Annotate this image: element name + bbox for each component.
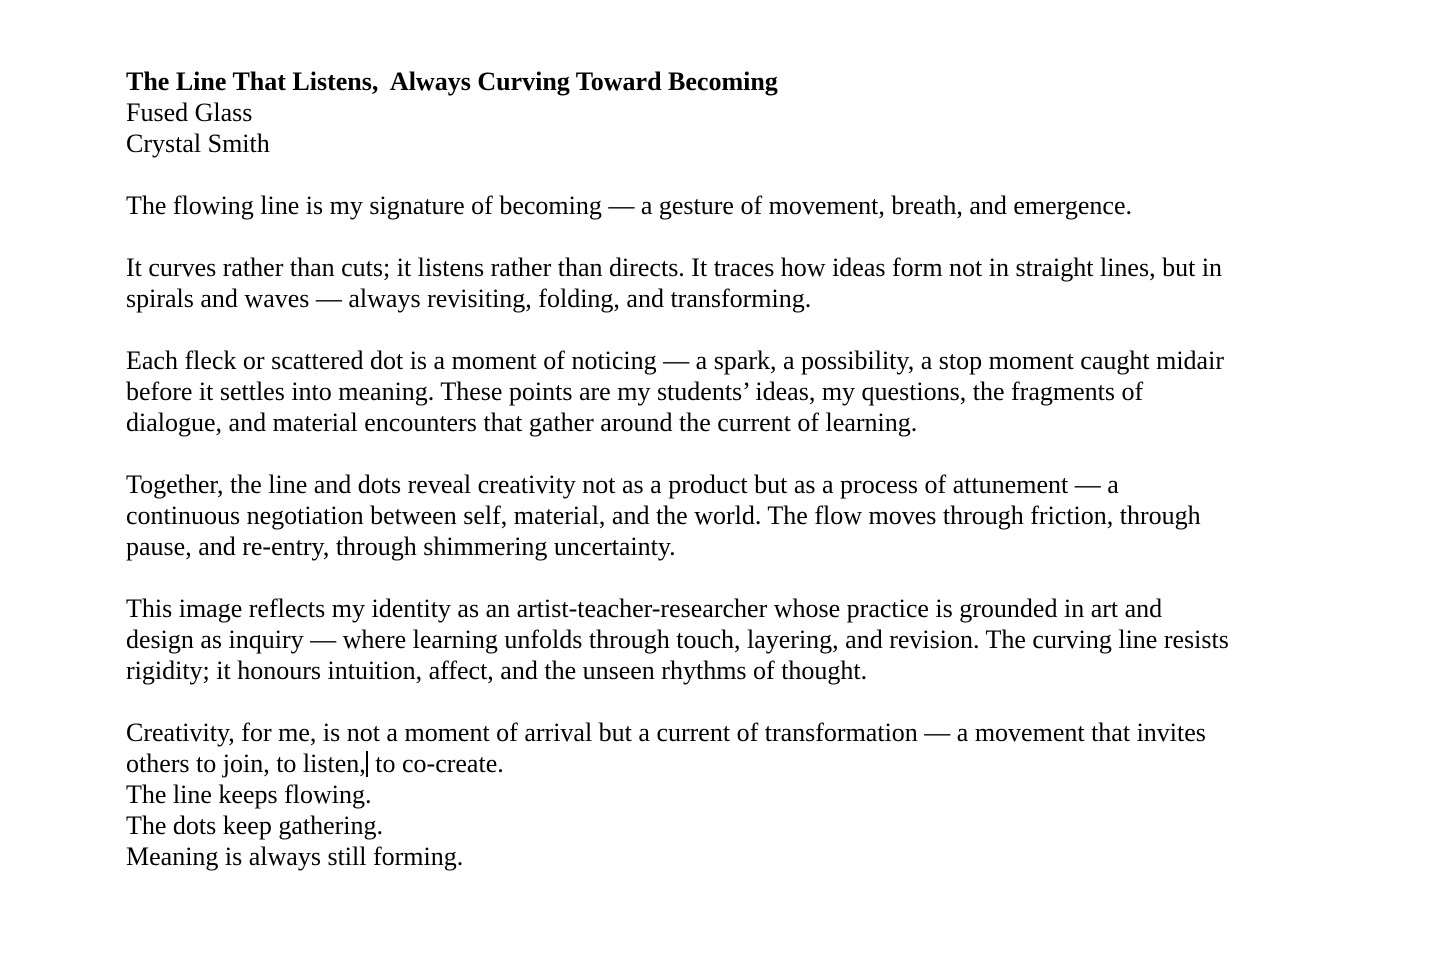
closing-line: The line keeps flowing.	[126, 780, 372, 809]
paragraph-line: dialogue, and material encounters that gather around the current of learning.	[126, 408, 918, 437]
artist-name: Crystal Smith	[126, 129, 270, 158]
paragraph-5	[126, 593, 1326, 686]
paragraph-6	[126, 717, 1326, 872]
paragraph-spacer	[126, 562, 1326, 593]
closing-line: Meaning is always still forming.	[126, 842, 464, 871]
paragraph-line: The flowing line is my signature of becoming — a gesture of movement, breath, and emergence.	[126, 191, 1132, 220]
paragraph-spacer	[126, 438, 1326, 469]
paragraph-line: Together, the line and dots reveal creativity not as a product but as a process of attunement — a	[126, 470, 1119, 499]
paragraph-line: continuous negotiation between self, material, and the world. The flow moves through friction, through	[126, 501, 1201, 530]
paragraph-line: spirals and waves — always revisiting, folding, and transforming.	[126, 284, 812, 313]
paragraph-line: Creativity, for me, is not a moment of arrival but a current of transformation — a movement that invites	[126, 718, 1206, 747]
artwork-medium: Fused Glass	[126, 98, 253, 127]
paragraph-1	[126, 190, 1326, 221]
text-before-caret: others to join, to listen,	[126, 749, 366, 778]
paragraph-line: before it settles into meaning. These points are my students’ ideas, my questions, the fragments of	[126, 377, 1144, 406]
paragraph-line: Each fleck or scattered dot is a moment of noticing — a spark, a possibility, a stop moment caught midair	[126, 346, 1224, 375]
paragraph-spacer	[126, 221, 1326, 252]
paragraph-line: This image reflects my identity as an artist-teacher-researcher whose practice is grounded in art and	[126, 594, 1163, 623]
paragraph-line: rigidity; it honours intuition, affect, and the unseen rhythms of thought.	[126, 656, 868, 685]
text-cursor-caret	[366, 751, 368, 777]
paragraph-line: It curves rather than cuts; it listens rather than directs. It traces how ideas form not in straight lines, but in	[126, 253, 1223, 282]
paragraph-2	[126, 252, 1326, 314]
paragraph-line-with-caret	[126, 748, 1326, 779]
artwork-title: The Line That Listens, Always Curving Toward Becoming	[126, 67, 778, 96]
paragraph-line: pause, and re-entry, through shimmering uncertainty.	[126, 532, 676, 561]
paragraph-line: design as inquiry — where learning unfolds through touch, layering, and revision. The curving line resists	[126, 625, 1229, 654]
text-after-caret: to co-create.	[368, 749, 504, 778]
closing-line: The dots keep gathering.	[126, 811, 384, 840]
paragraph-3	[126, 345, 1326, 438]
paragraph-spacer	[126, 686, 1326, 717]
paragraph-4	[126, 469, 1326, 562]
paragraph-spacer	[126, 314, 1326, 345]
paragraph-spacer	[126, 159, 1326, 190]
document-page[interactable]	[126, 66, 1326, 872]
